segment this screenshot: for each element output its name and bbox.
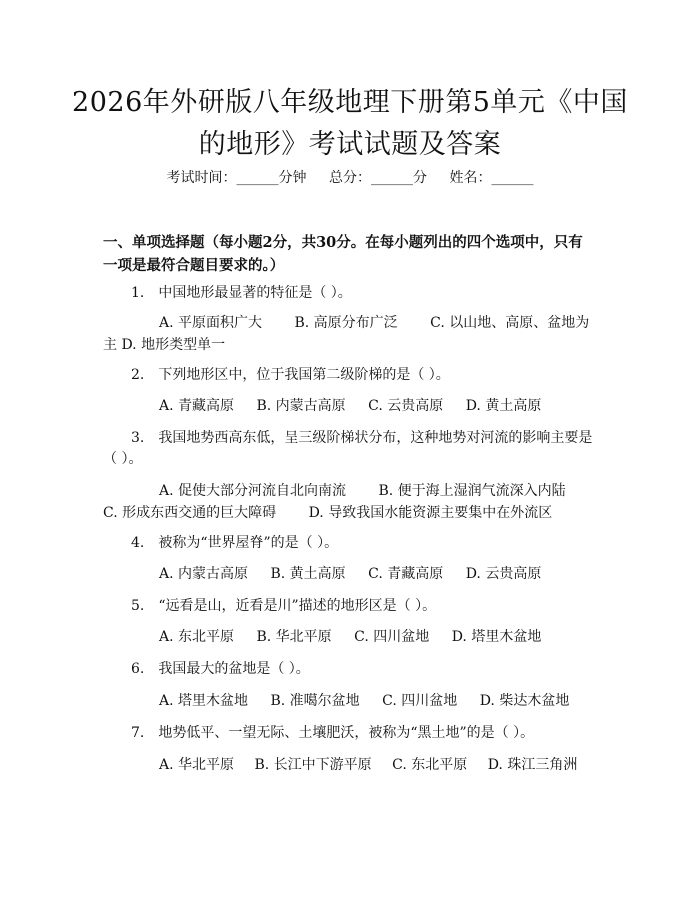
option-b: B. 高原分布广泛 [294,315,398,331]
question-1 [103,283,595,304]
question-stem: 7. 地势低平、一望无际、土壤肥沃，被称为“黑土地”的是（ ）。 [131,725,535,741]
option-b: B. 内蒙古高原 [256,398,346,414]
question-4 [103,533,595,554]
option-c: C. 形成东西交通的巨大障碍 [103,505,277,521]
question-stem: 5. “远看是山，近看是川”描述的地形区是（ ）。 [131,598,437,614]
option-d: D. 黄土高原 [465,398,542,414]
question-2-options [103,395,595,417]
question-stem: 4. 被称为“世界屋脊”的是（ ）。 [131,535,339,551]
option-b: B. 长江中下游平原 [254,757,372,773]
option-d: D. 地形类型单一 [121,337,226,353]
question-1-options [103,312,595,356]
question-stem: 1. 中国地形最显著的特征是（ ）。 [131,285,352,301]
option-c: C. 东北平原 [392,757,468,773]
question-5-options [103,626,595,648]
question-7 [103,723,595,744]
option-d: D. 导致我国水能资源主要集中在外流区 [308,505,553,521]
option-b: B. 便于海上湿润气流深入内陆 [378,483,566,499]
question-2 [103,365,595,386]
document-title: 2026年外研版八年级地理下册第5单元《中国的地形》考试试题及答案 [72,87,628,160]
option-a: A. 东北平原 [159,629,235,645]
option-d: D. 云贵高原 [465,566,542,582]
option-a: A. 促使大部分河流自北向南流 [159,483,347,499]
option-a: A. 青藏高原 [159,398,235,414]
option-c: C. 以山地、高原、盆地为主 [103,315,590,353]
option-d: D. 塔里木盆地 [451,629,542,645]
question-6-options [103,690,595,712]
option-c: C. 四川盆地 [354,629,430,645]
question-5 [103,596,595,617]
exam-time-field: 考试时间：______分钟 [166,170,307,186]
option-a: A. 塔里木盆地 [159,693,249,709]
section-heading: 一、单项选择题（每小题2分，共30分。在每小题列出的四个选项中，只有一项是最符合题目要求的。） [103,234,583,274]
option-b: B. 准噶尔盆地 [270,693,360,709]
option-a: A. 华北平原 [159,757,235,773]
question-stem: 2. 下列地形区中，位于我国第二级阶梯的是（ ）。 [131,367,450,383]
total-score-field: 总分：______分 [329,170,427,186]
option-a: A. 平原面积广大 [159,315,263,331]
option-b: B. 黄土高原 [270,566,346,582]
option-d: D. 柴达木盆地 [479,693,570,709]
option-c: C. 云贵高原 [368,398,444,414]
question-6 [103,659,595,680]
question-stem: 6. 我国最大的盆地是（ ）。 [131,661,310,677]
exam-info-line [0,167,700,187]
option-b: B. 华北平原 [256,629,332,645]
question-3-options [103,480,595,524]
question-7-options [103,754,595,776]
option-c: C. 青藏高原 [368,566,444,582]
question-3 [103,428,595,470]
option-d: D. 珠江三角洲 [487,757,578,773]
option-a: A. 内蒙古高原 [159,566,249,582]
student-name-field: 姓名：______ [449,170,534,186]
question-stem: 3. 我国地势西高东低，呈三级阶梯状分布，这种地势对河流的影响主要是（ ）。 [103,430,593,467]
question-4-options [103,563,595,585]
option-c: C. 四川盆地 [382,693,458,709]
